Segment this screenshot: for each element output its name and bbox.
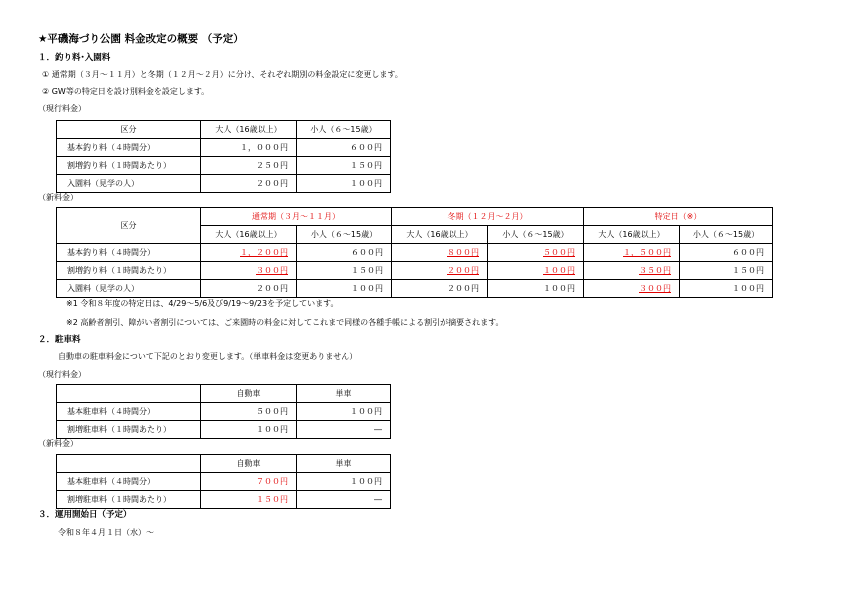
period-special: 特定日（※）: [584, 208, 773, 226]
normal-adult-fee: １，２００円: [201, 244, 297, 262]
child-fee: １００円: [297, 175, 391, 193]
special-child-fee: ６００円: [680, 244, 773, 262]
header-adult: 大人（16歳以上）: [201, 226, 297, 244]
header-child: 小人（６～15歳）: [488, 226, 584, 244]
header-adult: 大人（16歳以上）: [201, 121, 297, 139]
adult-fee: ２００円: [201, 175, 297, 193]
period-normal: 通常期（３月～１１月）: [201, 208, 392, 226]
winter-adult-fee: ８００円: [392, 244, 488, 262]
table-row: [57, 280, 773, 298]
footnote-2: ※2 高齢者割引、障がい者割引については、ご来園時の料金に対してこれまで同様の各種手帳による割引が摘要されます。: [66, 318, 504, 327]
section-1-note-2: ② GW等の特定日を設け別料金を設定します。: [42, 87, 210, 96]
header-car: 自動車: [201, 385, 297, 403]
current-parking-fee-table: [56, 384, 391, 439]
row-name: 入園料（見学の人）: [57, 280, 201, 298]
row-name: 入園料（見学の人）: [57, 175, 201, 193]
period-winter: 冬期（１２月～２月）: [392, 208, 584, 226]
header-kubun: 区分: [57, 208, 201, 244]
table-header-row: [57, 385, 391, 403]
car-fee: ５００円: [201, 403, 297, 421]
row-name: 基本釣り料（４時間分）: [57, 139, 201, 157]
special-child-fee: １００円: [680, 280, 773, 298]
table-row: [57, 244, 773, 262]
car-fee: １５０円: [201, 491, 297, 509]
table-header-row: [57, 455, 391, 473]
new-parking-label: （新料金）: [38, 439, 78, 448]
header-bike: 単車: [297, 385, 391, 403]
new-fee-label: （新料金）: [38, 193, 78, 202]
section-3-heading: ３．運用開始日（予定）: [38, 510, 132, 520]
row-name: 割増釣り料（１時間あたり）: [57, 262, 201, 280]
section-1-note-1: ① 通常期（３月～１１月）と冬期（１２月～２月）に分け、それぞれ期別の料金設定に変更します。: [42, 70, 403, 79]
new-parking-fee-table: [56, 454, 391, 509]
winter-child-fee: １００円: [488, 262, 584, 280]
normal-adult-fee: ３００円: [201, 262, 297, 280]
bike-fee: １００円: [297, 403, 391, 421]
table-row: [57, 473, 391, 491]
header-kubun: 区分: [57, 121, 201, 139]
page-title: ★平磯海づり公園 料金改定の概要 （予定）: [38, 33, 244, 45]
new-fishing-fee-table: [56, 207, 773, 298]
winter-child-fee: １００円: [488, 280, 584, 298]
bike-fee: １００円: [297, 473, 391, 491]
normal-child-fee: ６００円: [297, 244, 392, 262]
section-1-heading: １．釣り料･入園料: [38, 53, 111, 63]
child-fee: ６００円: [297, 139, 391, 157]
winter-adult-fee: ２００円: [392, 280, 488, 298]
special-adult-fee: ３５０円: [584, 262, 680, 280]
winter-child-fee: ５００円: [488, 244, 584, 262]
header-child: 小人（６～15歳）: [680, 226, 773, 244]
table-row: [57, 157, 391, 175]
period-header-row: [57, 208, 773, 226]
row-name: 基本釣り料（４時間分）: [57, 244, 201, 262]
header-blank: [57, 455, 201, 473]
car-fee: １００円: [201, 421, 297, 439]
header-bike: 単車: [297, 455, 391, 473]
normal-child-fee: １００円: [297, 280, 392, 298]
header-blank: [57, 385, 201, 403]
row-name: 割増駐車料（１時間あたり）: [57, 421, 201, 439]
start-date: 令和８年４月１日（水）～: [58, 528, 154, 537]
current-fishing-fee-table: [56, 120, 391, 193]
footnote-1: ※1 令和８年度の特定日は、4/29～5/6及び9/19～9/23を予定しています。: [66, 299, 339, 308]
table-row: [57, 421, 391, 439]
bike-fee: ―: [297, 491, 391, 509]
child-fee: １５０円: [297, 157, 391, 175]
section-2-note: 自動車の駐車料金について下記のとおり変更します。（単車料金は変更ありません）: [58, 352, 358, 361]
table-row: [57, 175, 391, 193]
adult-fee: １，０００円: [201, 139, 297, 157]
winter-adult-fee: ２００円: [392, 262, 488, 280]
bike-fee: ―: [297, 421, 391, 439]
header-adult: 大人（16歳以上）: [584, 226, 680, 244]
header-car: 自動車: [201, 455, 297, 473]
table-row: [57, 139, 391, 157]
table-row: [57, 262, 773, 280]
special-adult-fee: １，５００円: [584, 244, 680, 262]
row-name: 基本駐車料（４時間分）: [57, 473, 201, 491]
row-name: 割増釣り料（１時間あたり）: [57, 157, 201, 175]
table-row: [57, 491, 391, 509]
table-header-row: [57, 121, 391, 139]
current-parking-label: （現行料金）: [38, 370, 86, 379]
header-child: 小人（６～15歳）: [297, 226, 392, 244]
current-fee-label: （現行料金）: [38, 104, 86, 113]
section-2-heading: ２．駐車料: [38, 335, 81, 345]
car-fee: ７００円: [201, 473, 297, 491]
normal-adult-fee: ２００円: [201, 280, 297, 298]
adult-fee: ２５０円: [201, 157, 297, 175]
special-adult-fee: ３００円: [584, 280, 680, 298]
header-child: 小人（６～15歳）: [297, 121, 391, 139]
normal-child-fee: １５０円: [297, 262, 392, 280]
special-child-fee: １５０円: [680, 262, 773, 280]
row-name: 割増駐車料（１時間あたり）: [57, 491, 201, 509]
header-adult: 大人（16歳以上）: [392, 226, 488, 244]
table-row: [57, 403, 391, 421]
row-name: 基本駐車料（４時間分）: [57, 403, 201, 421]
